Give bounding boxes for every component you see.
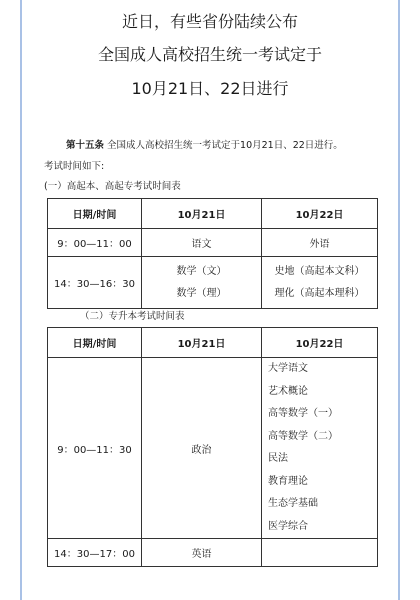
subject-cell: 政治 xyxy=(142,358,262,539)
clause-text: 全国成人高校招生统一考试定于10月21日、22日进行。 xyxy=(104,140,343,151)
subject: 生态学基础 xyxy=(268,498,318,509)
header-time: 日期/时间 xyxy=(48,199,142,229)
exam-times-intro: 考试时间如下: xyxy=(44,161,105,172)
header-time: 日期/时间 xyxy=(48,328,142,358)
header-day1: 10月21日 xyxy=(142,199,262,229)
table-row xyxy=(48,539,378,567)
subject-cell: 外语 xyxy=(262,229,378,257)
headline-line-2: 全国成人高校招生统一考试定于 xyxy=(97,45,322,64)
schedule-table-2 xyxy=(47,327,378,567)
subject: 高等数学（一） xyxy=(268,408,338,419)
subject-cell xyxy=(262,358,378,539)
subject-cell: 英语 xyxy=(142,539,262,567)
subject: 高等数学（二） xyxy=(268,430,338,442)
schedule-table-1 xyxy=(47,198,378,309)
section-1-title: (一）高起本、高起专考试时间表 xyxy=(44,181,181,192)
subject-cell xyxy=(142,257,262,309)
time-cell: 9：00—11：00 xyxy=(48,229,142,257)
headline-line-1: 近日，有些省份陆续公布 xyxy=(121,12,298,31)
subject: 艺术概论 xyxy=(268,385,308,397)
clause-label: 第十五条 xyxy=(66,140,105,151)
subject: 数学（理） xyxy=(176,287,227,299)
subject: 史地（高起本文科） xyxy=(274,265,365,277)
section-2-title: （二）专升本考试时间表 xyxy=(80,311,185,322)
table-row xyxy=(48,229,378,257)
time-cell: 9：00—11：30 xyxy=(48,358,142,539)
table-header-row xyxy=(48,328,378,358)
subject-cell xyxy=(262,257,378,309)
empty-cell xyxy=(262,539,378,567)
time-cell: 14：30—17：00 xyxy=(48,539,142,567)
subject: 教育理论 xyxy=(268,475,308,487)
subject: 大学语文 xyxy=(268,363,308,374)
subject: 理化（高起本理科） xyxy=(274,287,365,299)
header-day2: 10月22日 xyxy=(262,328,378,358)
headline-line-3: 10月21日、22日进行 xyxy=(131,79,289,98)
table-header-row xyxy=(48,199,378,229)
header-day2: 10月22日 xyxy=(262,199,378,229)
time-cell: 14：30—16：30 xyxy=(48,257,142,309)
subject-cell: 语文 xyxy=(142,229,262,257)
subject: 医学综合 xyxy=(268,520,308,532)
table-row xyxy=(48,358,378,539)
subject: 民法 xyxy=(268,453,288,464)
subject: 数学（文） xyxy=(176,265,227,277)
header-day1: 10月21日 xyxy=(142,328,262,358)
clause-paragraph xyxy=(66,140,396,152)
table-row xyxy=(48,257,378,309)
